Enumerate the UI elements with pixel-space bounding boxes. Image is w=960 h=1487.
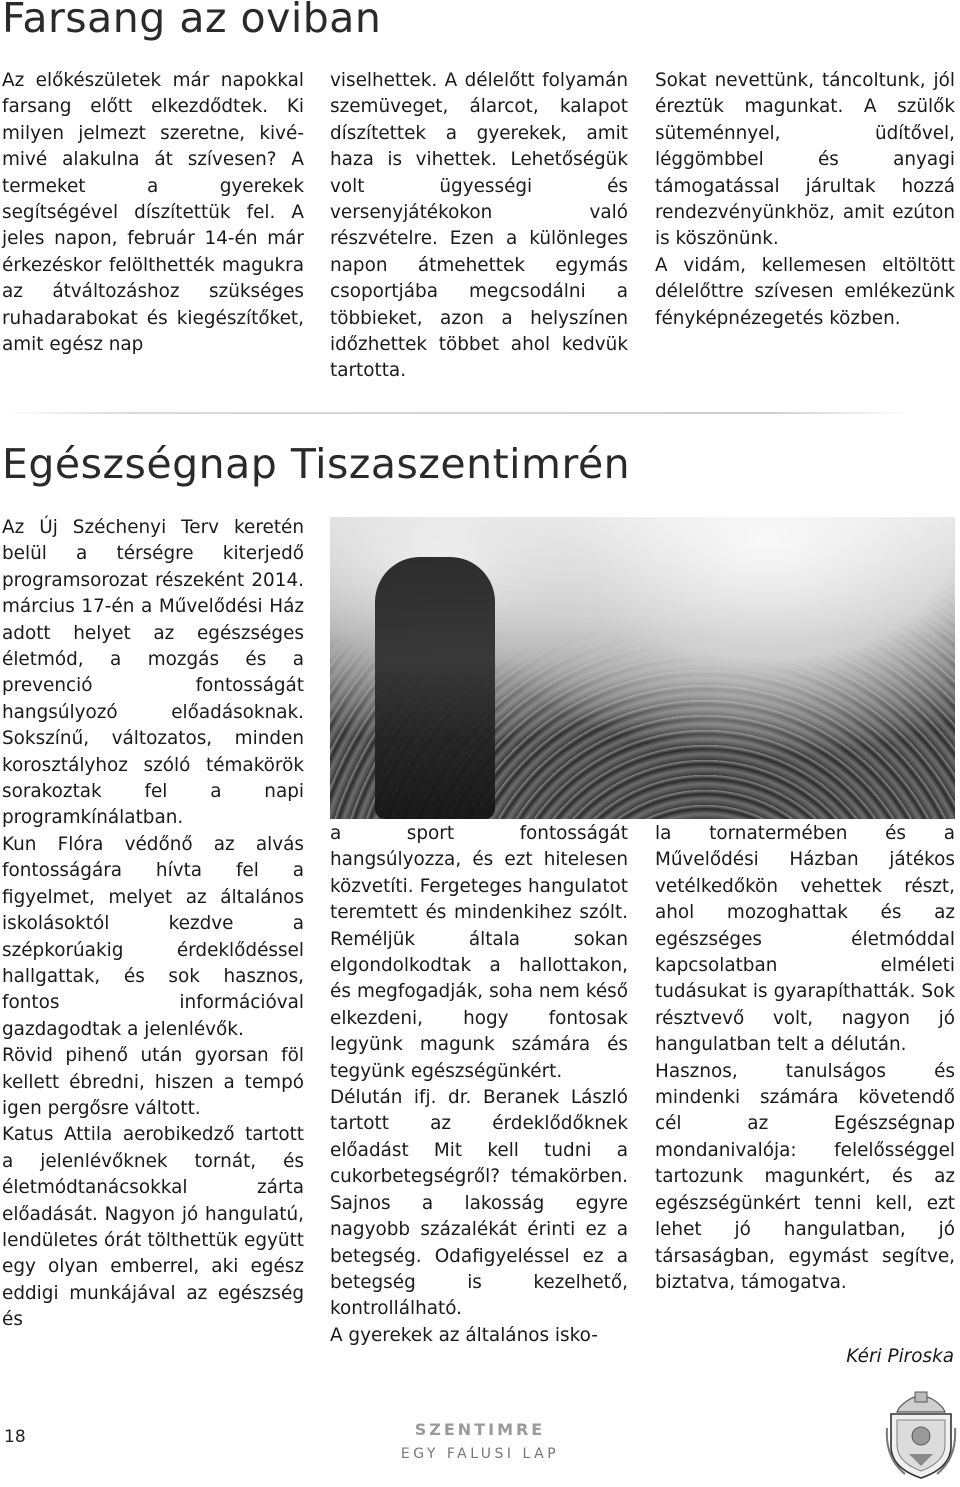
article1-col3-p1: Sokat nevettünk, táncoltunk, jól éreztük magunkat. A szülők süteménnyel, üdítővel, léggömbbel és anyagi támogatással járultak hozzá rendezvényünkhöz, amit ezúton is köszönünk. [655,70,955,250]
photo-instructor-silhouette [375,557,495,819]
article1-col2-text: viselhettek. A délelőtt folyamán szemüveget, álarcot, kalapot díszítettek a gyerekek, amit haza is vihettek. Lehetőségük volt ügyességi és versenyjátékokon való részvételre. Ezen a különleges napon átmehettek egymás csoportjába megcsodálni a többieket, azon a helyszínen időzhettek többet ahol kedvük tartotta. [330,70,628,382]
article2-col1-p3: Rövid pihenő után gyorsan föl kellett ébredni, hiszen a tempó igen pergősre váltott. [2,1045,304,1119]
article1-col3-p2: A vidám, kellemesen eltöltött délelőttre szívesen emlékezünk fényképnézegetés közben. [655,254,955,329]
article2-col2-p2: Délután ifj. dr. Beranek László tartott az érdeklődőknek előadást Mit kell tudni a cukorbetegségről? témakörben. Sajnos a lakosság egyre nagyobb százalékát érinti ez a betegség. Odafigyeléssel ez a betegség is kezelhető, kontrollálható. [330,1087,628,1320]
article2-column-2 [330,821,628,1349]
article2-col1-p1: Az Új Széchenyi Terv keretén belül a térségre kiterjedő programsorozat részeként 2014. március 17-én a Művelődési Ház adott helyet az egészséges életmód, a mozgás és a prevenció fontosságát hangsúlyozó előadásoknak. Sokszínű, változatos, minden korosztályhoz szóló témakörök sorakoztak fel a napi programkínálatban. [2,517,304,829]
article1-column-2 [330,68,628,385]
article2-col1-p4: Katus Attila aerobikedző tartott a jelenlévőknek tornát, és életmódtanácsokkal zárta előadását. Nagyon jó hangulatú, lendületes órát tölthettük együtt egy olyan emberrel, aki egész eddigi munkájával az egészség és [2,1124,304,1331]
article1-column-1 [2,68,304,358]
article1-column-3 [655,68,955,332]
article2-col1-p2: Kun Flóra védőnő az alvás fontosságára hívta fel a figyelmet, melyet az általános iskolásoktól kezdve a szépkorúakig érdeklődéssel hallgattak, és sok hasznos, fontos információval gazdagodtak a jelenlévők. [2,833,304,1040]
article2-col2-p3: A gyerekek az általános isko- [330,1324,598,1346]
article2-col3-p1: la tornatermében és a Művelődési Házban játékos vetélkedőkön vehettek részt, ahol mozoghattak és az egészséges életmóddal kapcsolatban elméleti tudásukat is gyarapíthatták. Sok résztvevő volt, nagyon jó hangulatban telt a délután. [655,823,955,1056]
author-signature: Kéri Piroska [846,1346,954,1367]
publication-subtitle: EGY FALUSI LAP [400,1446,560,1462]
event-photo [330,517,955,819]
article2-col2-p1: a sport fontosságát hangsúlyozza, és ezt hitelesen közvetíti. Fergeteges hangulatot teremtett és mindenkihez szólt. Reméljük általa sokan elgondolkodtak a hallottakon, és megfogadják, soha nem késő elkezdeni, hogy fontosak legyünk magunk számára és tegyünk egészségünkért. [330,823,628,1082]
article1-col1-text: Az előkészületek már napokkal farsang előtt elkezdődtek. Ki milyen jelmezt szeretne, kivé-mivé alakulna át szívesen? A termeket a gyerekek segítségével díszítettük fel. A jeles napon, február 14-én már érkezéskor felölthették magukra az átváltozáshoz szükséges ruhadarabokat és kiegészítőket, amit egész nap [2,70,304,356]
publication-name: SZENTIMRE [414,1420,546,1439]
page-number: 18 [4,1427,26,1447]
village-coat-of-arms-icon [885,1388,957,1482]
article-title-farsang: Farsang az oviban [2,0,382,42]
article2-column-3 [655,821,955,1296]
article-title-egeszsegnap: Egészségnap Tiszaszentimrén [2,440,631,488]
article2-col3-p2: Hasznos, tanulságos és mindenki számára követendő cél az Egészségnap mondanivalója: felelősséggel tartozunk magunkért, és az egészségünkért tenni kell, ezt lehet jó hangulatban, jó társaságban, egymást segítve, biztatva, támogatva. [655,1060,955,1293]
article2-column-1 [2,515,304,1334]
section-divider [0,412,912,414]
